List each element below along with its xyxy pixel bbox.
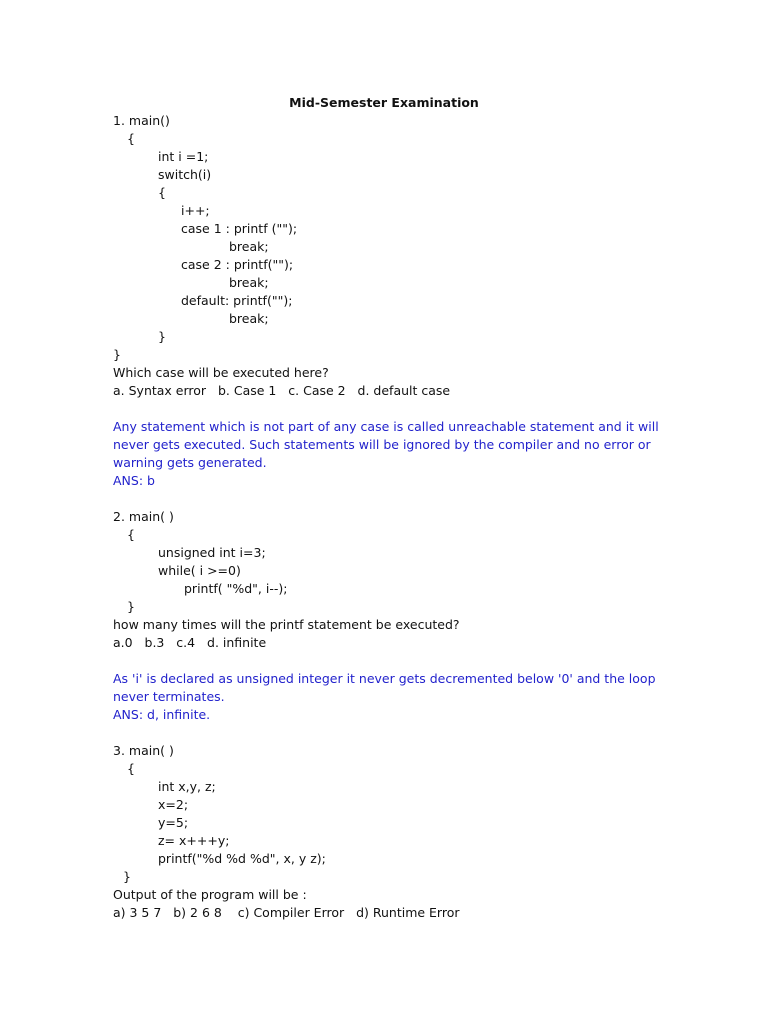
q3-line: } bbox=[123, 869, 131, 884]
q1-line: } bbox=[113, 347, 121, 362]
q1-question-text: Which case will be executed here? bbox=[113, 365, 329, 380]
q1-line: break; bbox=[229, 275, 269, 290]
page-title: Mid-Semester Examination bbox=[289, 95, 479, 110]
q1-line: default: printf(""); bbox=[181, 293, 293, 308]
q1-answer: ANS: b bbox=[113, 473, 155, 488]
q1-line: int i =1; bbox=[158, 149, 209, 164]
q2-line: while( i >=0) bbox=[158, 563, 241, 578]
q1-line: break; bbox=[229, 311, 269, 326]
q3-line: int x,y, z; bbox=[158, 779, 216, 794]
q3-line: y=5; bbox=[158, 815, 189, 830]
q2-line: printf( "%d", i--); bbox=[184, 581, 288, 596]
q2-options: a.0 b.3 c.4 d. infinite bbox=[113, 635, 267, 650]
q1-options: a. Syntax error b. Case 1 c. Case 2 d. default case bbox=[113, 383, 451, 398]
q2-line: } bbox=[127, 599, 135, 614]
q2-line: unsigned int i=3; bbox=[158, 545, 266, 560]
q1-explanation: Any statement which is not part of any case is called unreachable statement and it will bbox=[113, 419, 659, 434]
q2-explanation: never terminates. bbox=[113, 689, 225, 704]
q1-explanation: warning gets generated. bbox=[113, 455, 267, 470]
q3-options: a) 3 5 7 b) 2 6 8 c) Compiler Error d) Runtime Error bbox=[113, 905, 460, 920]
q3-line: 3. main( ) bbox=[113, 743, 174, 758]
q2-answer: ANS: d, infinite. bbox=[113, 707, 211, 722]
q3-line: printf("%d %d %d", x, y z); bbox=[158, 851, 326, 866]
q2-explanation: As 'i' is declared as unsigned integer it never gets decremented below '0' and the loop bbox=[113, 671, 656, 686]
q1-line: case 2 : printf(""); bbox=[181, 257, 294, 272]
q3-question-text: Output of the program will be : bbox=[113, 887, 307, 902]
q1-line: { bbox=[127, 131, 135, 146]
q1-line: } bbox=[158, 329, 166, 344]
q2-line: 2. main( ) bbox=[113, 509, 174, 524]
q3-line: z= x+++y; bbox=[158, 833, 230, 848]
q1-line: break; bbox=[229, 239, 269, 254]
q1-line: switch(i) bbox=[158, 167, 212, 182]
q1-explanation: never gets executed. Such statements will be ignored by the compiler and no error or bbox=[113, 437, 651, 452]
q1-line: i++; bbox=[181, 203, 210, 218]
q2-line: { bbox=[127, 527, 135, 542]
q2-question-text: how many times will the printf statement be executed? bbox=[113, 617, 460, 632]
q3-line: x=2; bbox=[158, 797, 189, 812]
q3-line: { bbox=[127, 761, 135, 776]
q1-line: 1. main() bbox=[113, 113, 170, 128]
q1-line: case 1 : printf (""); bbox=[181, 221, 298, 236]
q1-line: { bbox=[158, 185, 166, 200]
